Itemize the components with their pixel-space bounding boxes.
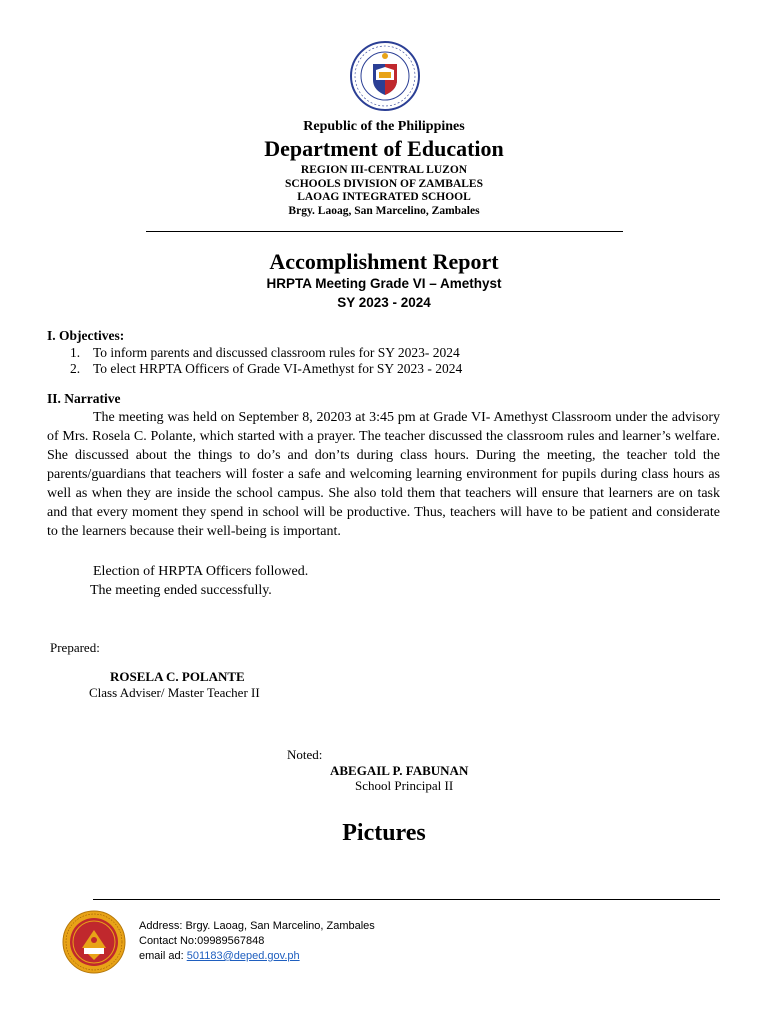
school-logo-icon: [62, 910, 126, 974]
footer-contact: Contact No:09989567848: [139, 935, 265, 947]
email-link[interactable]: 501183@deped.gov.ph: [186, 950, 300, 962]
objective-item: [70, 345, 460, 361]
narrative-paragraph: The meeting was held on September 8, 20203 at 3:45 pm at Grade VI- Amethyst Classroom under the advisory of Mrs. Rosela C. Polante, which started with a prayer. The teacher discussed the classroom rules and learner’s welfare. She discussed about the things to do’s and don’ts during class hours. During the meeting, the teacher told the parents/guardians that teachers will foster a safe and welcoming learning environment for pupils during class hours as well as when they are inside the school campus. She also told them that teachers will ensure that learners are on task and that every moment they spend in school will be productive. Thus, teachers will have to be patient and considerate to the learners because their well-being is important.: [47, 410, 720, 539]
objective-item: [70, 361, 462, 377]
republic-label: Republic of the Philippines: [303, 119, 465, 134]
objectives-heading: I. Objectives:: [47, 328, 125, 343]
objective-text: To inform parents and discussed classroom rules for SY 2023- 2024: [93, 345, 460, 360]
footer-email: [139, 949, 300, 963]
footer-address: Address: Brgy. Laoag, San Marcelino, Zambales: [139, 920, 375, 932]
school-year: SY 2023 - 2024: [337, 295, 431, 310]
objective-text: To elect HRPTA Officers of Grade VI-Amethyst for SY 2023 - 2024: [93, 361, 463, 376]
pictures-heading: Pictures: [342, 820, 426, 846]
department-title: Department of Education: [264, 136, 504, 161]
noted-label: Noted:: [287, 747, 323, 762]
prepared-by-name: ROSELA C. POLANTE: [110, 669, 245, 684]
region-label: REGION III-CENTRAL LUZON: [300, 164, 468, 176]
school-name: LAOAG INTEGRATED SCHOOL: [297, 191, 471, 203]
report-title: Accomplishment Report: [269, 249, 499, 274]
election-line: Election of HRPTA Officers followed.: [93, 564, 309, 579]
noted-by-name: ABEGAIL P. FABUNAN: [330, 763, 469, 778]
email-label: email ad:: [139, 950, 187, 962]
narrative-heading: II. Narrative: [47, 391, 121, 406]
footer-divider: [93, 899, 720, 900]
header-divider: [146, 231, 623, 232]
objective-number: 2.: [70, 361, 81, 376]
prepared-by-title: Class Adviser/ Master Teacher II: [89, 685, 260, 700]
school-address: Brgy. Laoag, San Marcelino, Zambales: [288, 205, 480, 217]
division-label: SCHOOLS DIVISION OF ZAMBALES: [285, 178, 483, 190]
report-subtitle: HRPTA Meeting Grade VI – Amethyst: [266, 276, 502, 291]
objective-number: 1.: [70, 345, 81, 360]
deped-seal-icon: [349, 40, 421, 112]
noted-by-title: School Principal II: [355, 778, 454, 793]
prepared-label: Prepared:: [50, 640, 100, 655]
meeting-ended-line: The meeting ended successfully.: [90, 583, 272, 598]
